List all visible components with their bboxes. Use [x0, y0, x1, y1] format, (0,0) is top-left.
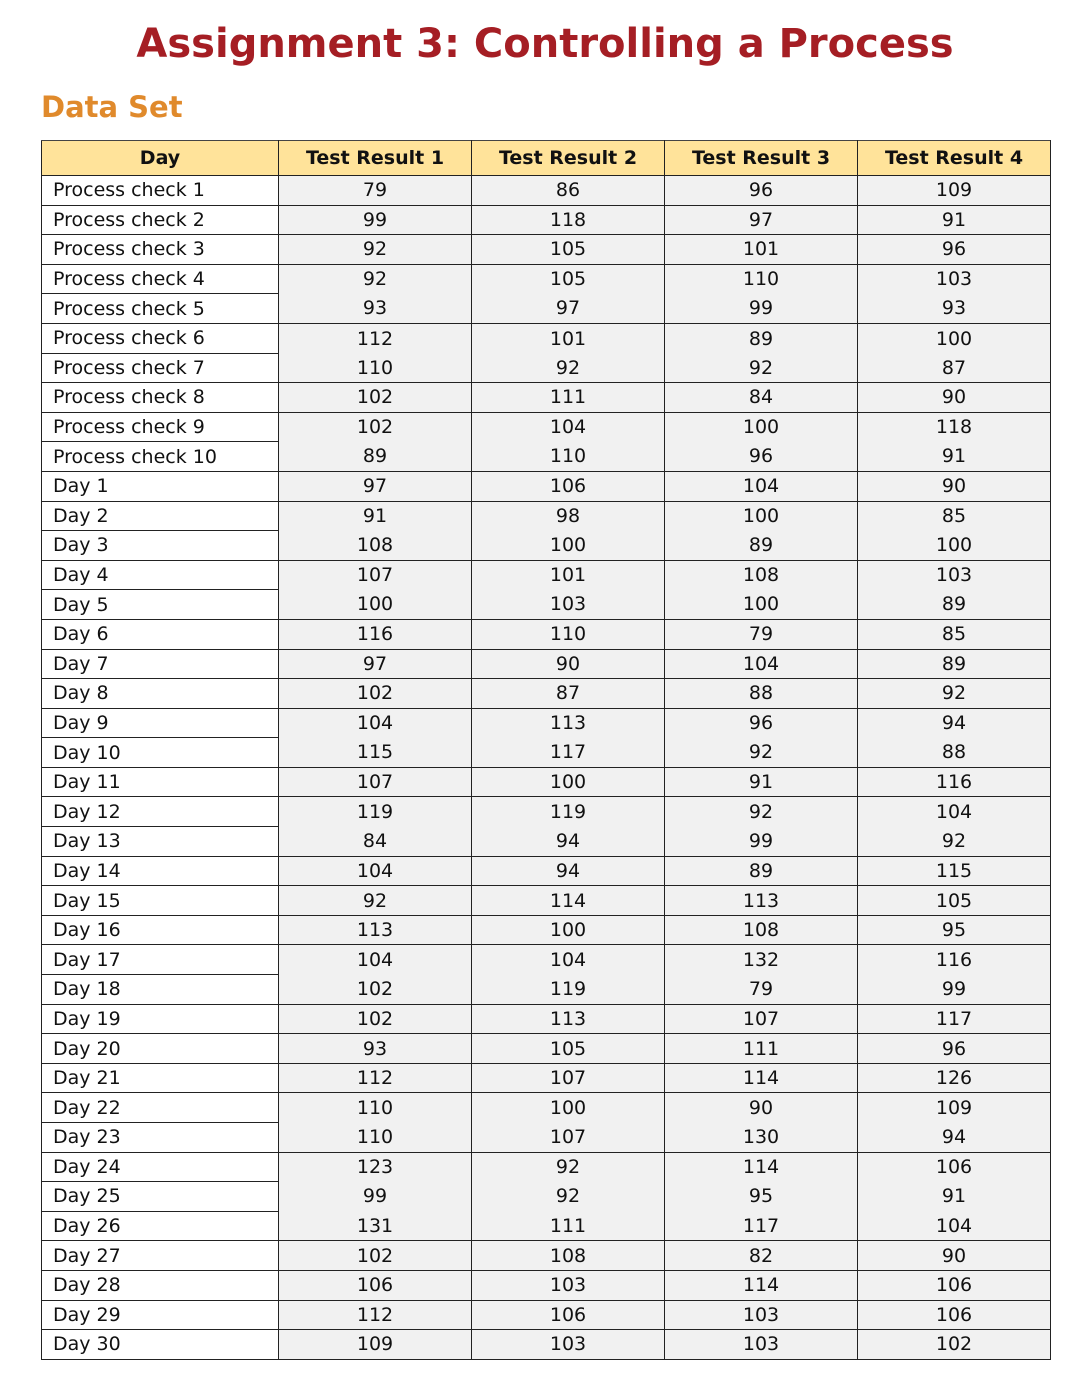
- table-row: [42, 176, 1051, 206]
- test-result-1-cell: 112: [279, 323, 472, 353]
- table-row: [42, 383, 1051, 413]
- test-result-4-cell: 90: [858, 383, 1051, 413]
- day-cell: Day 9: [42, 708, 279, 738]
- test-result-2-cell: 94: [472, 856, 665, 886]
- test-result-1-cell: 91: [279, 501, 472, 531]
- test-result-2-cell: 87: [472, 679, 665, 709]
- table-row: [42, 1241, 1051, 1271]
- test-result-4-cell: 100: [858, 323, 1051, 353]
- test-result-3-cell: 92: [665, 797, 858, 827]
- test-result-2-cell: 110: [472, 442, 665, 472]
- table-row: [42, 1063, 1051, 1093]
- test-result-3-cell: 79: [665, 975, 858, 1005]
- test-result-1-cell: 100: [279, 590, 472, 620]
- test-result-1-cell: 106: [279, 1270, 472, 1300]
- test-result-1-cell: 108: [279, 531, 472, 561]
- day-cell: Day 17: [42, 945, 279, 975]
- test-result-3-cell: 114: [665, 1152, 858, 1182]
- test-result-2-cell: 108: [472, 1241, 665, 1271]
- test-result-2-cell: 92: [472, 353, 665, 383]
- day-cell: Day 3: [42, 531, 279, 561]
- day-cell: Day 2: [42, 501, 279, 531]
- test-result-4-cell: 115: [858, 856, 1051, 886]
- test-result-3-cell: 108: [665, 560, 858, 590]
- test-result-2-cell: 104: [472, 412, 665, 442]
- page-title: Assignment 3: Controlling a Process: [136, 21, 954, 67]
- test-result-4-cell: 95: [858, 915, 1051, 945]
- test-result-3-cell: 82: [665, 1241, 858, 1271]
- test-result-2-cell: 113: [472, 708, 665, 738]
- test-result-4-cell: 90: [858, 1241, 1051, 1271]
- test-result-4-cell: 91: [858, 1182, 1051, 1212]
- table-row: [42, 797, 1051, 827]
- test-result-3-cell: 111: [665, 1034, 858, 1064]
- test-result-4-cell: 94: [858, 1123, 1051, 1153]
- table-row: [42, 1093, 1051, 1123]
- test-result-3-cell: 104: [665, 649, 858, 679]
- test-result-4-cell: 103: [858, 264, 1051, 294]
- day-cell: Process check 7: [42, 353, 279, 383]
- test-result-4-cell: 105: [858, 886, 1051, 916]
- test-result-3-cell: 110: [665, 264, 858, 294]
- test-result-4-cell: 116: [858, 945, 1051, 975]
- day-cell: Day 12: [42, 797, 279, 827]
- test-result-4-cell: 92: [858, 679, 1051, 709]
- table-row: [42, 235, 1051, 265]
- table-row: [42, 294, 1051, 324]
- test-result-1-cell: 119: [279, 797, 472, 827]
- test-result-1-cell: 92: [279, 264, 472, 294]
- table-row: [42, 886, 1051, 916]
- test-result-3-cell: 89: [665, 531, 858, 561]
- test-result-3-cell: 88: [665, 679, 858, 709]
- test-result-1-cell: 97: [279, 471, 472, 501]
- day-cell: Day 29: [42, 1300, 279, 1330]
- test-result-1-cell: 115: [279, 738, 472, 768]
- day-cell: Process check 4: [42, 264, 279, 294]
- test-result-2-cell: 100: [472, 531, 665, 561]
- test-result-2-cell: 114: [472, 886, 665, 916]
- table-row: [42, 323, 1051, 353]
- test-result-3-cell: 96: [665, 708, 858, 738]
- test-result-2-cell: 103: [472, 1330, 665, 1360]
- test-result-3-cell: 92: [665, 738, 858, 768]
- test-result-4-cell: 103: [858, 560, 1051, 590]
- test-result-3-cell: 89: [665, 856, 858, 886]
- table-row: [42, 619, 1051, 649]
- day-cell: Day 30: [42, 1330, 279, 1360]
- day-cell: Day 22: [42, 1093, 279, 1123]
- test-result-2-cell: 107: [472, 1123, 665, 1153]
- day-cell: Day 26: [42, 1211, 279, 1241]
- test-result-1-cell: 92: [279, 886, 472, 916]
- test-result-3-cell: 79: [665, 619, 858, 649]
- test-result-4-cell: 87: [858, 353, 1051, 383]
- test-result-2-cell: 107: [472, 1063, 665, 1093]
- test-result-2-cell: 105: [472, 1034, 665, 1064]
- day-cell: Process check 2: [42, 205, 279, 235]
- test-result-1-cell: 107: [279, 560, 472, 590]
- test-result-2-cell: 119: [472, 975, 665, 1005]
- table-row: [42, 264, 1051, 294]
- day-cell: Day 14: [42, 856, 279, 886]
- test-result-1-cell: 102: [279, 383, 472, 413]
- test-result-2-cell: 100: [472, 1093, 665, 1123]
- test-result-2-cell: 101: [472, 323, 665, 353]
- test-result-4-cell: 104: [858, 797, 1051, 827]
- test-result-3-cell: 99: [665, 827, 858, 857]
- test-result-4-cell: 85: [858, 619, 1051, 649]
- test-result-1-cell: 104: [279, 945, 472, 975]
- day-cell: Process check 10: [42, 442, 279, 472]
- test-result-2-cell: 106: [472, 1300, 665, 1330]
- table-row: [42, 560, 1051, 590]
- day-cell: Day 5: [42, 590, 279, 620]
- table-row: [42, 1004, 1051, 1034]
- test-result-1-cell: 102: [279, 412, 472, 442]
- test-result-1-cell: 110: [279, 353, 472, 383]
- test-result-2-cell: 97: [472, 294, 665, 324]
- test-result-2-cell: 117: [472, 738, 665, 768]
- test-result-3-cell: 132: [665, 945, 858, 975]
- day-cell: Day 18: [42, 975, 279, 1005]
- test-result-4-cell: 106: [858, 1270, 1051, 1300]
- test-result-3-cell: 113: [665, 886, 858, 916]
- test-result-4-cell: 118: [858, 412, 1051, 442]
- table-row: [42, 590, 1051, 620]
- day-cell: Day 10: [42, 738, 279, 768]
- test-result-1-cell: 84: [279, 827, 472, 857]
- day-cell: Process check 3: [42, 235, 279, 265]
- test-result-4-cell: 93: [858, 294, 1051, 324]
- test-result-1-cell: 110: [279, 1123, 472, 1153]
- day-cell: Day 25: [42, 1182, 279, 1212]
- test-result-1-cell: 123: [279, 1152, 472, 1182]
- table-row: [42, 975, 1051, 1005]
- test-result-4-cell: 91: [858, 205, 1051, 235]
- day-cell: Process check 6: [42, 323, 279, 353]
- table-row: [42, 1152, 1051, 1182]
- table-row: [42, 827, 1051, 857]
- header-test-result-4: Test Result 4: [858, 141, 1051, 176]
- test-result-2-cell: 118: [472, 205, 665, 235]
- test-result-3-cell: 99: [665, 294, 858, 324]
- test-result-1-cell: 116: [279, 619, 472, 649]
- test-result-3-cell: 91: [665, 767, 858, 797]
- test-result-4-cell: 96: [858, 235, 1051, 265]
- test-result-4-cell: 90: [858, 471, 1051, 501]
- day-cell: Day 6: [42, 619, 279, 649]
- header-test-result-3: Test Result 3: [665, 141, 858, 176]
- test-result-2-cell: 100: [472, 915, 665, 945]
- day-cell: Day 15: [42, 886, 279, 916]
- test-result-3-cell: 104: [665, 471, 858, 501]
- data-table: [41, 140, 1051, 1360]
- test-result-4-cell: 104: [858, 1211, 1051, 1241]
- test-result-3-cell: 100: [665, 501, 858, 531]
- test-result-3-cell: 96: [665, 442, 858, 472]
- test-result-2-cell: 86: [472, 176, 665, 206]
- test-result-4-cell: 109: [858, 1093, 1051, 1123]
- test-result-4-cell: 102: [858, 1330, 1051, 1360]
- test-result-3-cell: 97: [665, 205, 858, 235]
- test-result-1-cell: 110: [279, 1093, 472, 1123]
- test-result-2-cell: 113: [472, 1004, 665, 1034]
- test-result-4-cell: 92: [858, 827, 1051, 857]
- header-day: Day: [42, 141, 279, 176]
- table-row: [42, 353, 1051, 383]
- test-result-4-cell: 94: [858, 708, 1051, 738]
- test-result-4-cell: 89: [858, 590, 1051, 620]
- test-result-4-cell: 100: [858, 531, 1051, 561]
- table-row: [42, 205, 1051, 235]
- day-cell: Process check 8: [42, 383, 279, 413]
- test-result-1-cell: 102: [279, 975, 472, 1005]
- test-result-2-cell: 111: [472, 383, 665, 413]
- test-result-4-cell: 91: [858, 442, 1051, 472]
- test-result-2-cell: 94: [472, 827, 665, 857]
- test-result-1-cell: 107: [279, 767, 472, 797]
- test-result-3-cell: 100: [665, 590, 858, 620]
- table-row: [42, 1300, 1051, 1330]
- table-row: [42, 915, 1051, 945]
- table-row: [42, 471, 1051, 501]
- test-result-3-cell: 96: [665, 176, 858, 206]
- header-test-result-1: Test Result 1: [279, 141, 472, 176]
- test-result-4-cell: 88: [858, 738, 1051, 768]
- test-result-1-cell: 97: [279, 649, 472, 679]
- test-result-4-cell: 96: [858, 1034, 1051, 1064]
- day-cell: Day 8: [42, 679, 279, 709]
- day-cell: Day 28: [42, 1270, 279, 1300]
- table-row: [42, 442, 1051, 472]
- test-result-3-cell: 107: [665, 1004, 858, 1034]
- test-result-4-cell: 116: [858, 767, 1051, 797]
- test-result-1-cell: 112: [279, 1300, 472, 1330]
- test-result-3-cell: 84: [665, 383, 858, 413]
- table-row: [42, 856, 1051, 886]
- day-cell: Process check 5: [42, 294, 279, 324]
- section-heading: Data Set: [41, 90, 183, 124]
- test-result-1-cell: 104: [279, 856, 472, 886]
- test-result-1-cell: 93: [279, 294, 472, 324]
- test-result-1-cell: 102: [279, 1004, 472, 1034]
- test-result-3-cell: 114: [665, 1270, 858, 1300]
- day-cell: Process check 9: [42, 412, 279, 442]
- test-result-1-cell: 79: [279, 176, 472, 206]
- test-result-2-cell: 105: [472, 264, 665, 294]
- test-result-3-cell: 108: [665, 915, 858, 945]
- table-row: [42, 649, 1051, 679]
- test-result-4-cell: 106: [858, 1152, 1051, 1182]
- table-row: [42, 501, 1051, 531]
- table-row: [42, 1330, 1051, 1360]
- test-result-2-cell: 111: [472, 1211, 665, 1241]
- test-result-4-cell: 106: [858, 1300, 1051, 1330]
- test-result-2-cell: 92: [472, 1152, 665, 1182]
- table-row: [42, 1123, 1051, 1153]
- test-result-3-cell: 95: [665, 1182, 858, 1212]
- test-result-3-cell: 117: [665, 1211, 858, 1241]
- table-row: [42, 708, 1051, 738]
- day-cell: Day 27: [42, 1241, 279, 1271]
- test-result-3-cell: 89: [665, 323, 858, 353]
- table-row: [42, 1270, 1051, 1300]
- test-result-2-cell: 98: [472, 501, 665, 531]
- test-result-2-cell: 110: [472, 619, 665, 649]
- test-result-2-cell: 106: [472, 471, 665, 501]
- test-result-3-cell: 103: [665, 1300, 858, 1330]
- day-cell: Day 21: [42, 1063, 279, 1093]
- test-result-4-cell: 126: [858, 1063, 1051, 1093]
- day-cell: Day 11: [42, 767, 279, 797]
- day-cell: Day 19: [42, 1004, 279, 1034]
- day-cell: Day 7: [42, 649, 279, 679]
- test-result-1-cell: 102: [279, 679, 472, 709]
- test-result-2-cell: 101: [472, 560, 665, 590]
- test-result-2-cell: 103: [472, 590, 665, 620]
- test-result-1-cell: 99: [279, 205, 472, 235]
- table-header-row: [42, 141, 1051, 176]
- table-row: [42, 531, 1051, 561]
- table-body: [42, 176, 1051, 1360]
- header-test-result-2: Test Result 2: [472, 141, 665, 176]
- day-cell: Day 24: [42, 1152, 279, 1182]
- day-cell: Day 1: [42, 471, 279, 501]
- test-result-4-cell: 85: [858, 501, 1051, 531]
- test-result-4-cell: 109: [858, 176, 1051, 206]
- test-result-2-cell: 103: [472, 1270, 665, 1300]
- test-result-2-cell: 90: [472, 649, 665, 679]
- test-result-3-cell: 101: [665, 235, 858, 265]
- test-result-2-cell: 92: [472, 1182, 665, 1212]
- test-result-1-cell: 113: [279, 915, 472, 945]
- test-result-1-cell: 93: [279, 1034, 472, 1064]
- day-cell: Day 4: [42, 560, 279, 590]
- table-row: [42, 738, 1051, 768]
- test-result-1-cell: 112: [279, 1063, 472, 1093]
- table-row: [42, 679, 1051, 709]
- test-result-1-cell: 109: [279, 1330, 472, 1360]
- test-result-2-cell: 100: [472, 767, 665, 797]
- table-row: [42, 1034, 1051, 1064]
- test-result-1-cell: 131: [279, 1211, 472, 1241]
- test-result-1-cell: 102: [279, 1241, 472, 1271]
- test-result-3-cell: 114: [665, 1063, 858, 1093]
- test-result-3-cell: 92: [665, 353, 858, 383]
- test-result-2-cell: 104: [472, 945, 665, 975]
- day-cell: Day 20: [42, 1034, 279, 1064]
- test-result-3-cell: 90: [665, 1093, 858, 1123]
- day-cell: Day 13: [42, 827, 279, 857]
- table-row: [42, 945, 1051, 975]
- test-result-4-cell: 117: [858, 1004, 1051, 1034]
- test-result-2-cell: 119: [472, 797, 665, 827]
- table-row: [42, 1182, 1051, 1212]
- test-result-3-cell: 100: [665, 412, 858, 442]
- table-row: [42, 767, 1051, 797]
- test-result-3-cell: 103: [665, 1330, 858, 1360]
- day-cell: Process check 1: [42, 176, 279, 206]
- test-result-2-cell: 105: [472, 235, 665, 265]
- test-result-4-cell: 99: [858, 975, 1051, 1005]
- table-row: [42, 1211, 1051, 1241]
- day-cell: Day 23: [42, 1123, 279, 1153]
- test-result-1-cell: 99: [279, 1182, 472, 1212]
- test-result-3-cell: 130: [665, 1123, 858, 1153]
- test-result-1-cell: 92: [279, 235, 472, 265]
- test-result-1-cell: 89: [279, 442, 472, 472]
- test-result-4-cell: 89: [858, 649, 1051, 679]
- day-cell: Day 16: [42, 915, 279, 945]
- test-result-1-cell: 104: [279, 708, 472, 738]
- table-row: [42, 412, 1051, 442]
